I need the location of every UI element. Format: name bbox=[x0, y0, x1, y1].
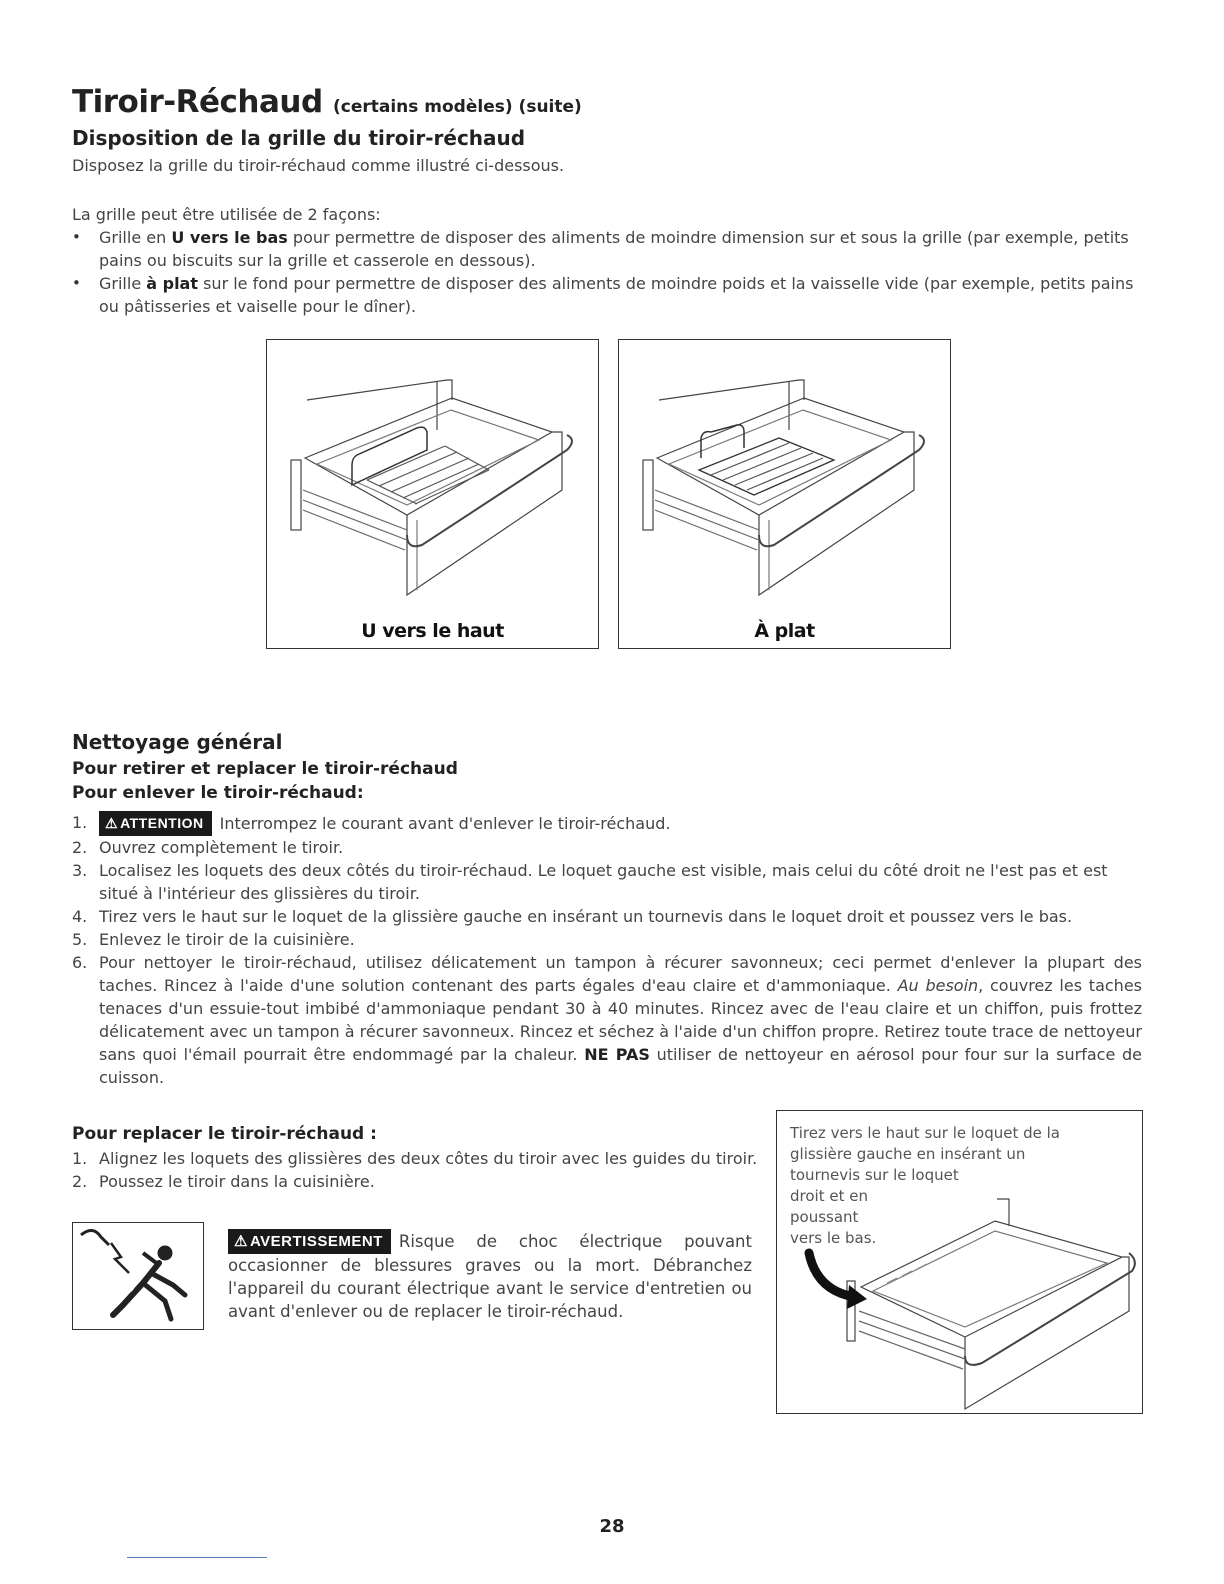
step-number: 4. bbox=[72, 907, 88, 926]
figure-u-up bbox=[266, 339, 599, 649]
list-item bbox=[72, 859, 1142, 905]
step-text: Localisez les loquets des deux côtés du tiroir-réchaud. Le loquet gauche est visible, mais celui du côté droit ne l'est pas et est situé à l'intérieur des glissières du tiroir. bbox=[99, 861, 1108, 903]
drawer-u-rack-illustration bbox=[267, 340, 598, 610]
step-text: Interrompez le courant avant d'enlever le tiroir-réchaud. bbox=[219, 814, 671, 833]
rack-lead: La grille peut être utilisée de 2 façons: bbox=[72, 205, 381, 224]
drawer-flat-rack-illustration bbox=[619, 340, 950, 610]
step-text: utiliser de nettoyeur en aérosol pour four sur la surface de cuisson. bbox=[99, 1045, 1143, 1087]
subheading-remove: Pour enlever le tiroir-réchaud: bbox=[72, 783, 364, 803]
step-number: 2. bbox=[72, 838, 88, 857]
rack-intro: Disposez la grille du tiroir-réchaud comme illustré ci-dessous. bbox=[72, 156, 565, 175]
arrow-icon bbox=[809, 1253, 855, 1297]
title-main: Tiroir-Réchaud bbox=[72, 84, 323, 120]
replace-steps-list bbox=[72, 1147, 762, 1193]
note-line: vers le bas. bbox=[790, 1229, 877, 1247]
step-number: 6. bbox=[72, 953, 88, 972]
note-line: droit et en bbox=[790, 1187, 868, 1205]
step-bold: NE PAS bbox=[584, 1045, 650, 1064]
warning-label: AVERTISSEMENT bbox=[249, 1233, 383, 1250]
bullet-prefix: Grille en bbox=[99, 228, 172, 247]
list-item bbox=[72, 951, 1142, 1089]
warning-badge bbox=[228, 1229, 391, 1254]
subheading-remove-replace: Pour retirer et replacer le tiroir-réchaud bbox=[72, 759, 458, 779]
bullet-rest: sur le fond pour permettre de disposer des aliments de moindre poids et la vaisselle vide (par exemple, petits pains ou pâtisseries et vaiselle pour le dîner). bbox=[99, 274, 1134, 316]
attention-label: ATTENTION bbox=[120, 815, 204, 831]
figure-caption: U vers le haut bbox=[361, 620, 504, 642]
step-text: Pour nettoyer le tiroir-réchaud, utilisez délicatement un tampon à récurer savonneux; ceci permet d'enlever la plupart des taches. Rincez à l'aide d'une solution contenant des parts égales d'eau claire et d'ammoniaque. bbox=[99, 953, 1142, 995]
step-text: Enlevez le tiroir de la cuisinière. bbox=[99, 930, 355, 949]
electric-shock-icon bbox=[73, 1223, 203, 1329]
step-number: 1. bbox=[72, 813, 88, 832]
warning-triangle-icon: ⚠ bbox=[105, 815, 119, 831]
step-text: Ouvrez complètement le tiroir. bbox=[99, 838, 344, 857]
note-line: Tirez vers le haut sur le loquet de la bbox=[790, 1124, 1060, 1142]
list-item bbox=[72, 836, 1142, 859]
footer-rule bbox=[127, 1557, 267, 1558]
latch-note-box bbox=[776, 1110, 1143, 1414]
step-number: 1. bbox=[72, 1149, 88, 1168]
title-suffix: (certains modèles) (suite) bbox=[332, 97, 582, 117]
rack-options-list bbox=[72, 226, 1142, 318]
shock-hazard-box bbox=[72, 1222, 204, 1330]
bullet-bold: à plat bbox=[146, 274, 198, 293]
list-item bbox=[72, 1170, 762, 1193]
list-item bbox=[72, 272, 1142, 318]
list-item bbox=[72, 1147, 762, 1170]
figure-flat bbox=[618, 339, 951, 649]
warning-text: Risque de choc électrique pouvant occasionner de blessures graves ou la mort. Débranchez l'appareil du courant électrique avant le service d'entretien ou avant d'enlever ou de replacer le tiroir-réchaud. bbox=[228, 1232, 752, 1321]
figure-caption: À plat bbox=[754, 620, 815, 642]
list-item bbox=[72, 905, 1142, 928]
bullet-rest: pour permettre de disposer des aliments de moindre dimension sur et sous la grille (par exemple, petits pains ou biscuits sur la grille et casserole en dessous). bbox=[99, 228, 1129, 270]
note-line: poussant bbox=[790, 1208, 859, 1226]
step-number: 5. bbox=[72, 930, 88, 949]
note-line: glissière gauche en insérant un bbox=[790, 1145, 1026, 1163]
step-text: Poussez le tiroir dans la cuisinière. bbox=[99, 1172, 375, 1191]
warning-block bbox=[228, 1229, 752, 1323]
step-italic: Au besoin bbox=[897, 976, 979, 995]
bullet-prefix: Grille bbox=[99, 274, 147, 293]
list-item bbox=[72, 226, 1142, 272]
section-heading-rack: Disposition de la grille du tiroir-réchaud bbox=[72, 126, 526, 150]
list-item bbox=[72, 928, 1142, 951]
attention-badge bbox=[99, 811, 212, 836]
step-text: Tirez vers le haut sur le loquet de la glissière gauche en insérant un tournevis dans le loquet droit et poussez vers le bas. bbox=[99, 907, 1073, 926]
note-line: tournevis sur le loquet bbox=[790, 1166, 959, 1184]
step-text: Alignez les loquets des glissières des deux côtes du tiroir avec les guides du tiroir. bbox=[99, 1149, 758, 1168]
remove-steps-list bbox=[72, 811, 1142, 1089]
section-heading-cleaning: Nettoyage général bbox=[72, 730, 283, 754]
step-text: , couvrez les taches tenaces d'un essuie-tout imbibé d'ammoniaque pendant 30 à 40 minutes. Rincez avec de l'eau claire et un chiffon, puis frottez délicatement avec un tampon à récurer savonneux. Rincez et séchez à l'aide d'un chiffon propre. Retirez toute trace de nettoyeur sans quoi l'émail pourrait être endommagé par la chaleur. bbox=[99, 976, 1143, 1064]
page-title bbox=[72, 84, 582, 120]
page-number: 28 bbox=[599, 1516, 625, 1537]
list-item bbox=[72, 811, 1142, 836]
bullet-bold: U vers le bas bbox=[171, 228, 288, 247]
step-number: 3. bbox=[72, 861, 88, 880]
subheading-replace: Pour replacer le tiroir-réchaud : bbox=[72, 1124, 377, 1144]
step-number: 2. bbox=[72, 1172, 88, 1191]
warning-triangle-icon: ⚠ bbox=[234, 1233, 248, 1250]
drawer-latch-illustration bbox=[777, 1111, 1142, 1413]
